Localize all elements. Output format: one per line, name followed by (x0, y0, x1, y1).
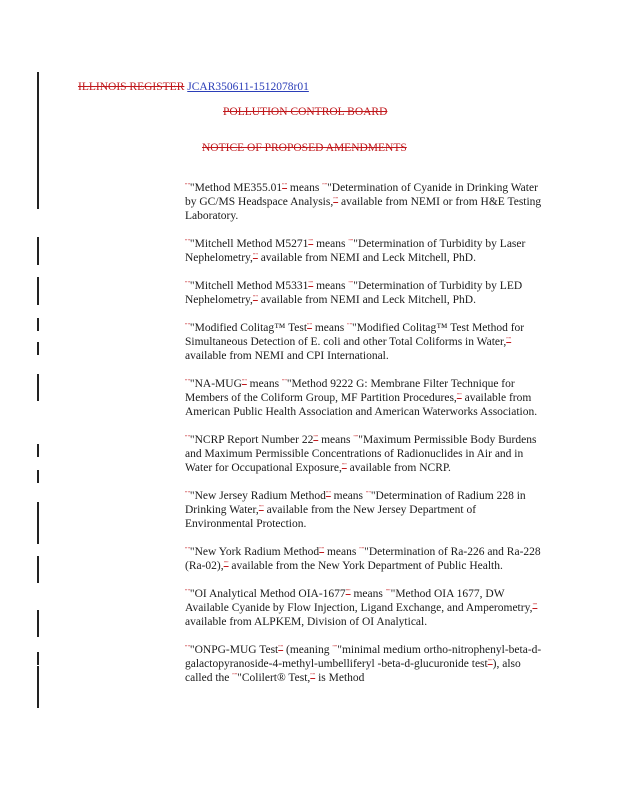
notice-title: NOTICE OF PROPOSED AMENDMENTS (202, 142, 407, 154)
change-bar (37, 237, 39, 265)
change-bar (37, 72, 39, 209)
change-bar (37, 610, 39, 637)
definition-item: """New Jersey Radium Method"" means """Determination of Radium 228 in Drinking Water,"" available from the New Jersey Department of Environmental Protection. (185, 490, 526, 530)
change-bar (37, 666, 39, 708)
change-bar (37, 502, 39, 544)
definition-item: """ONPG-MUG Test"" (meaning """minimal medium ortho-nitrophenyl-beta-d-galactopyranoside-4-methyl-umbelliferyl -beta-d-glucuronide test""), also called the """Colilert® Test,"" is Method (185, 644, 542, 684)
change-bar (37, 374, 39, 401)
definition-item: """NA-MUG"" means """Method 9222 G: Membrane Filter Technique for Members of the Coliform Group, MF Partition Procedures,"" available from American Public Health Association and American Waterworks Association. (185, 378, 538, 418)
definition-item: """OI Analytical Method OIA-1677"" means """Method OIA 1677, DW Available Cyanide by Flow Injection, Ligand Exchange, and Amperometry,"" available from ALPKEM, Division of OI Analytical. (185, 588, 538, 628)
register-new: JCAR350611-1512078r01 (187, 81, 309, 93)
register-old: ILLINOIS REGISTER (78, 81, 185, 93)
definition-item: """Mitchell Method M5331"" means """Determination of Turbidity by LED Nephelometry,"" available from NEMI and Leck Mitchell, PhD. (185, 280, 523, 306)
change-bar (37, 652, 39, 665)
change-bar (37, 277, 39, 305)
change-bar (37, 444, 39, 457)
change-bar (37, 470, 39, 483)
definition-item: """NCRP Report Number 22"" means """Maximum Permissible Body Burdens and Maximum Permissible Concentrations of Radionuclides in Air and in Water for Occupational Exposure,"" available from NCRP. (185, 434, 537, 474)
register-header (78, 81, 309, 93)
change-bar (37, 556, 39, 583)
definition-item: """Modified Colitag™ Test"" means """Modified Colitag™ Test Method for Simultaneous Detection of E. coli and other Total Coliforms in Water,"" available from NEMI and CPI International. (185, 322, 525, 362)
change-bar (37, 342, 39, 355)
board-title: POLLUTION CONTROL BOARD (223, 106, 388, 118)
definition-item: """New York Radium Method"" means """Determination of Ra-226 and Ra-228 (Ra-02),"" available from the New York Department of Public Health. (185, 546, 541, 572)
definition-item: """Mitchell Method M5271"" means """Determination of Turbidity by Laser Nephelometry,"" available from NEMI and Leck Mitchell, PhD. (185, 238, 526, 264)
definitions-list (185, 181, 547, 699)
definition-item: """Method ME355.01"" means """Determination of Cyanide in Drinking Water by GC/MS Headspace Analysis,"" available from NEMI or from H&E Testing Laboratory. (185, 182, 542, 222)
change-bar (37, 318, 39, 331)
